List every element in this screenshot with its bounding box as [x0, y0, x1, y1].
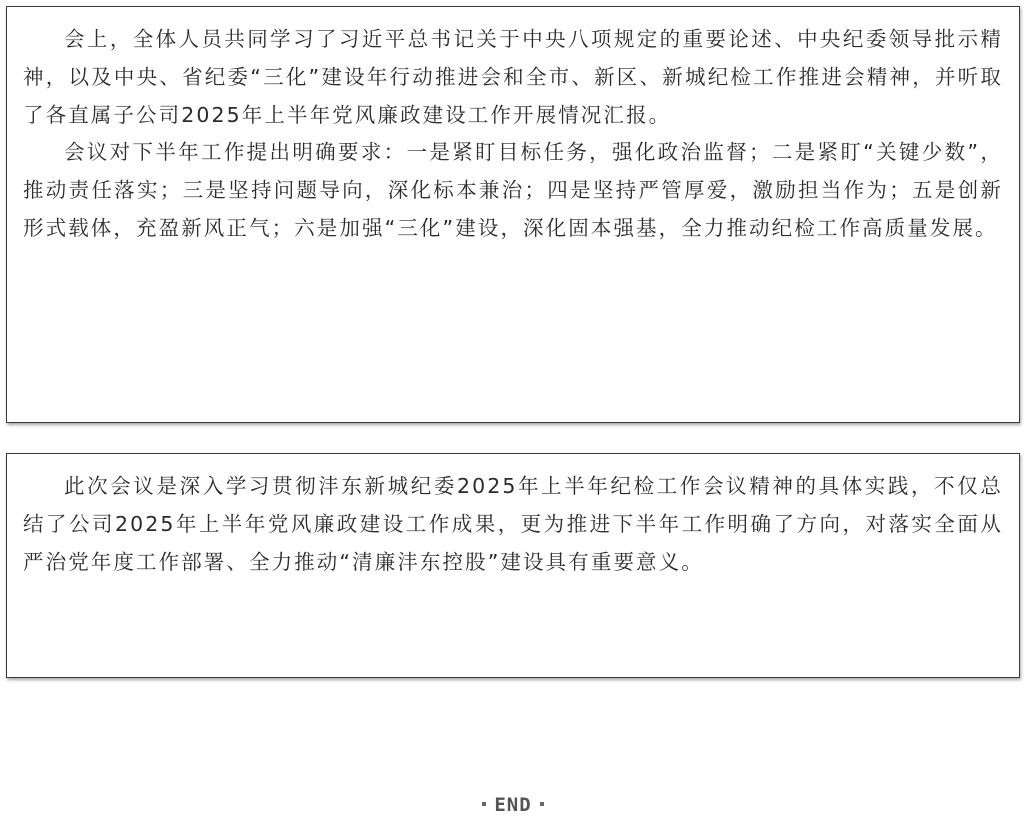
end-label: END	[494, 794, 532, 816]
paragraph-meeting-study: 会上，全体人员共同学习了习近平总书记关于中央八项规定的重要论述、中央纪委领导批示精神，以及中央、省纪委“三化”建设年行动推进会和全市、新区、新城纪检工作推进会精神，并听取了各直属子公司2025年上半年党风廉政建设工作开展情况汇报。	[23, 27, 1003, 127]
text-card-meeting-content	[6, 6, 1020, 423]
end-marker	[0, 794, 1026, 816]
text-card-meeting-significance	[6, 453, 1020, 678]
end-dot-right	[540, 802, 544, 806]
paragraph-meeting-significance: 此次会议是深入学习贯彻沣东新城纪委2025年上半年纪检工作会议精神的具体实践，不仅总结了公司2025年上半年党风廉政建设工作成果，更为推进下半年工作明确了方向，对落实全面从严治党年度工作部署、全力推动“清廉沣东控股”建设具有重要意义。	[23, 474, 1003, 574]
paragraph-meeting-requirements: 会议对下半年工作提出明确要求：一是紧盯目标任务，强化政治监督；二是紧盯“关键少数”，推动责任落实；三是坚持问题导向，深化标本兼治；四是坚持严管厚爱，激励担当作为；五是创新形式载体，充盈新风正气；六是加强“三化”建设，深化固本强基，全力推动纪检工作高质量发展。	[23, 140, 1003, 240]
end-dot-left	[482, 802, 486, 806]
